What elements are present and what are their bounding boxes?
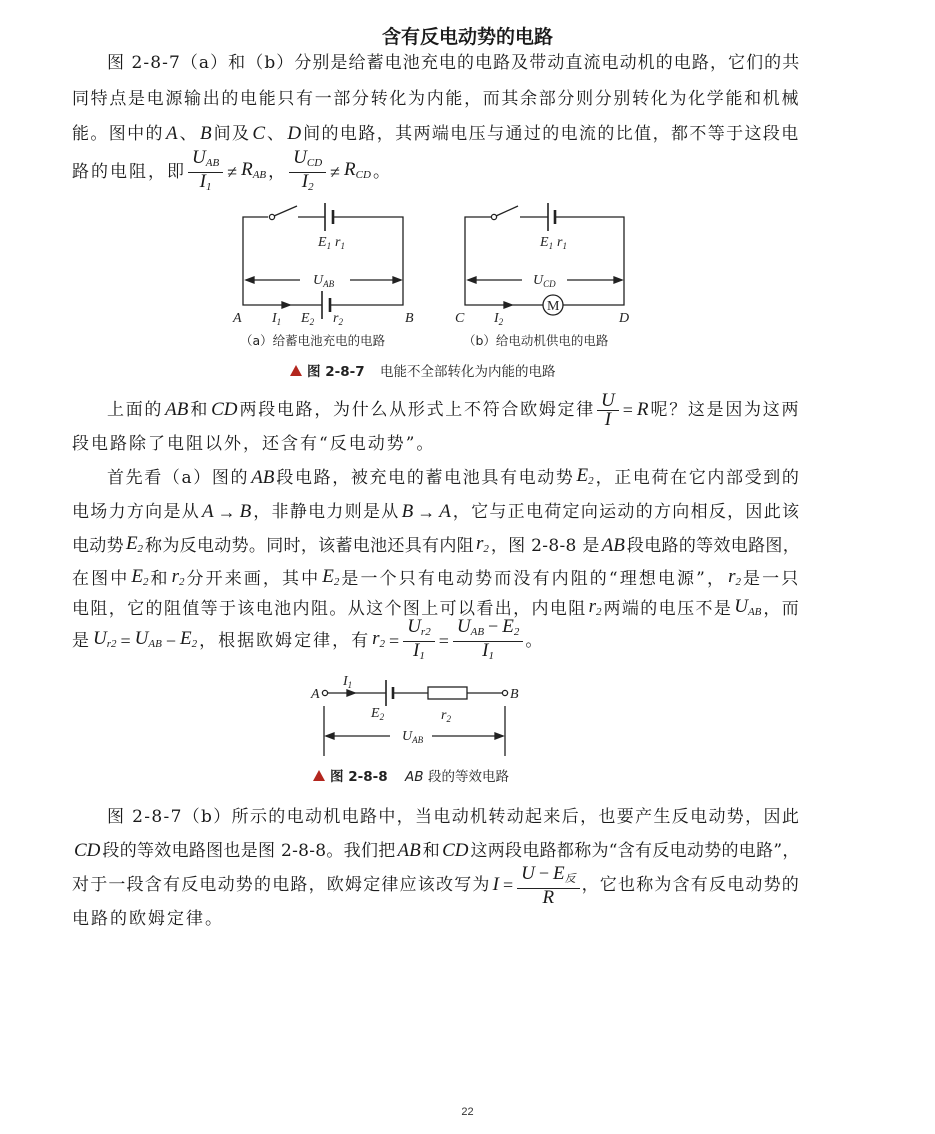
fraction [289,146,326,196]
paragraph-line [72,615,545,662]
math-variable [93,628,117,655]
label-d: D [619,311,630,326]
caption-b: （b）给电动机供电的电路 [463,333,609,348]
label-c: C [455,311,465,326]
label-i1: $I_1$ [272,311,282,327]
text-run: 电场力方向是从 [72,502,201,522]
text-run: 是一只 [742,569,801,589]
math-variable-letter: r [372,627,380,649]
figure-caption: 段的等效电路 [428,769,509,785]
text-run: 段电路的等效电路图， [626,536,801,556]
page-title: 含有反电动势的电路 [381,26,553,48]
text-run: 这两段电路都称为“含有反电动势的电路”， [470,841,800,861]
math-variable-letter: CD [442,840,469,861]
math-variable [402,501,414,523]
label-a: A [311,687,320,702]
math-variable [543,887,555,908]
text-run: 称为反电动势。同时，该蓄电池还具有内阻 [145,536,474,556]
math-variable-letter: A [165,123,178,144]
fraction-denominator [409,639,429,665]
math-variable [589,596,602,623]
math-variable [602,535,625,557]
math-variable-letter: U [600,389,615,411]
math-variable [601,390,615,411]
math-variable-letter: D [287,123,302,144]
fraction-numerator [188,146,223,173]
math-subscript: 2 [735,575,741,588]
paragraph-line [72,840,800,862]
math-variable-letter: B [239,501,252,522]
math-subscript: AB [205,156,220,169]
text-run: 。 [372,162,392,182]
math-subscript: 2 [483,542,489,555]
text-run: 电动势 [72,536,124,556]
math-variable-letter: CD [211,399,238,420]
math-variable [553,863,576,884]
math-subscript: 1 [419,649,425,662]
math-subscript: 2 [178,575,185,588]
math-operator: = [438,631,449,651]
text-run: ，图 2-8-8 是 [490,536,600,556]
math-operator: ≠ [227,162,238,182]
math-variable [502,616,519,637]
paragraph-line [72,862,800,908]
math-subscript: AB [747,605,762,618]
text-run: 电路的欧姆定律。 [72,909,224,929]
math-subscript: 2 [191,637,198,650]
math-subscript: CD [355,168,371,181]
text-run: 间及 [213,124,251,144]
label-e1: $E_1$ [318,235,332,251]
math-variable-letter: AB [165,399,189,420]
math-variable-letter: AB [397,840,421,861]
math-variable [251,467,274,489]
label-i2: $I_2$ [494,311,504,327]
math-variable [126,533,143,560]
figure-number: 图 2-8-8 [330,769,388,785]
math-variable-letter: r [171,565,179,587]
math-subscript: AB [252,168,267,181]
math-variable-letter: U [293,146,307,168]
text-run: 分开来画，其中 [186,569,321,589]
math-subscript: r2 [106,637,117,650]
text-run: ，而 [763,599,801,619]
math-variable [413,640,425,661]
motor-label: M [547,299,560,314]
text-run: 段的等效电路图也是图 2-8-8。我们把 [102,841,396,861]
text-run: 、 [267,124,286,144]
math-variable [637,399,649,421]
math-variable [322,566,339,593]
math-subscript: 1 [206,180,212,193]
math-subscript: 2 [596,605,602,618]
text-run: ， [268,162,288,182]
math-variable-letter: U [456,616,471,637]
math-variable [241,159,266,186]
caption-triangle-icon [313,770,325,781]
text-run: 呢？这是因为这两 [650,400,801,420]
math-operator: = [389,631,400,651]
text-run: 电阻，它的阻值等于该电池内阻。从这个图上可以看出，内电阻 [72,599,587,619]
figure-number: 图 2-8-7 [307,364,365,380]
paragraph-line [72,123,800,145]
math-operator: ≠ [330,162,341,182]
math-variable [482,640,494,661]
figure-caption: 电能不全部转化为内能的电路 [380,364,556,380]
math-variable [521,863,535,884]
math-variable-letter: U [407,615,421,637]
math-variable [302,171,314,192]
math-variable [439,501,451,523]
text-run: 、 [179,124,198,144]
text-run: 和 [422,841,441,861]
math-operator: = [622,400,633,420]
fraction [517,864,580,907]
math-variable [166,123,178,145]
label-uab: $U_{AB}$ [402,729,424,745]
fraction-denominator [601,408,615,430]
math-variable-letter: A [439,501,451,522]
text-run: 对于一段含有反电动势的电路，欧姆定律应该改写为 [72,875,491,895]
math-variable-letter: C [252,123,266,144]
circuit-a [243,203,403,319]
math-variable [407,616,431,637]
math-operator: − [488,616,499,636]
text-run: 是 [72,631,91,651]
fraction-numerator [453,617,523,642]
figure-2-8-8 [0,665,935,790]
math-variable-letter: r [728,565,736,587]
math-variable-letter: r [588,595,597,617]
math-variable-letter: AB [601,535,625,556]
math-variable-letter: I [604,408,612,430]
fraction [597,389,619,430]
math-variable [202,501,214,523]
math-variable [200,123,212,145]
math-variable-letter: r [475,532,484,554]
label-r1: $r_1$ [335,235,345,251]
math-variable [457,616,484,637]
fraction-numerator [517,864,580,889]
math-subscript: AB [470,626,485,638]
fraction-numerator [289,146,326,173]
math-operator: − [165,631,177,651]
math-variable [165,399,188,421]
math-variable [74,840,100,862]
math-subscript: 2 [513,626,520,638]
text-run: 间的电路，其两端电压与通过的电流的比值，都不等于这段电 [303,124,800,144]
math-operator: → [417,502,436,522]
math-variable [734,596,761,623]
math-subscript: r2 [420,625,431,638]
math-operator: → [217,502,236,522]
math-variable [476,533,489,560]
math-subscript: CD [306,156,323,169]
math-variable-letter: U [93,627,107,649]
paragraph-line [72,146,392,193]
math-variable [287,123,301,145]
math-variable [728,566,741,593]
math-variable [493,874,499,896]
math-variable [293,147,322,168]
math-variable-letter: I [413,639,420,661]
text-run: 图 2-8-7（b）所示的电动机电路中，当电动机转动起来后，也要产生反电动势，因此 [107,807,801,827]
text-run: 上面的 [107,400,164,420]
label-e2: $E_2$ [301,311,315,327]
label-r1-b: $r_1$ [557,235,567,251]
label-e1-b: $E_1$ [540,235,554,251]
fraction-denominator [539,886,559,908]
text-run: 段电路除了电阻以外，还含有“反电动势”。 [72,434,436,454]
math-variable [252,123,265,145]
math-variable-letter: I [199,170,206,192]
caption-triangle-icon [290,365,302,376]
paragraph-line [107,52,800,74]
math-variable [180,628,197,655]
math-operator: = [502,875,514,895]
math-variable [172,566,185,593]
label-r2: $r_2$ [441,708,451,724]
text-run: 图 2-8-7（a）和（b）分别是给蓄电池充电的电路及带动直流电动机的电路，它们的共 [107,53,801,73]
math-variable-letter: R [636,399,649,420]
math-variable [240,501,252,523]
math-subscript: 反 [564,872,576,885]
math-variable-letter: U [192,146,206,168]
label-uab: $U_{AB}$ [313,273,335,289]
math-subscript: 2 [333,575,340,588]
label-e2: $E_2$ [371,706,385,722]
paragraph-line [72,433,435,455]
paragraph-line [107,464,801,489]
label-b: B [405,311,414,326]
math-variable [372,628,385,655]
math-variable-letter: E [125,532,138,554]
math-variable [200,171,212,192]
fraction [453,617,523,665]
math-variable-letter: E [322,565,334,587]
math-subscript: 2 [588,474,594,487]
math-subscript: 2 [308,180,314,193]
math-variable-letter: E [576,464,589,486]
math-variable [605,409,611,430]
math-variable [211,399,237,421]
math-variable-letter: I [492,874,499,895]
math-variable-letter: E [131,565,143,587]
fraction-numerator [403,615,435,642]
math-variable [192,147,219,168]
math-variable-letter: U [734,595,748,617]
math-variable [131,566,148,593]
figure-caption-var: AB [405,769,424,785]
paragraph-line [72,532,801,557]
math-variable-letter: CD [74,840,101,861]
text-run: 两段电路，为什么从形式上不符合欧姆定律 [239,400,595,420]
math-variable-letter: R [344,158,356,180]
label-r2: $r_2$ [333,311,343,327]
math-variable-letter: A [202,501,214,522]
text-run: ，它也称为含有反电动势的 [581,875,800,895]
paragraph-line [107,806,800,828]
math-variable [344,159,371,186]
math-variable-letter: I [482,640,489,661]
paragraph-line [72,501,800,523]
math-variable-letter: R [542,886,555,908]
paragraph-line [72,908,224,930]
text-run: ，正电荷在它内部受到的 [595,468,801,488]
math-variable-letter: E [180,627,192,649]
math-variable [398,840,421,862]
math-variable [442,840,468,862]
text-run: ，根据欧姆定律，有 [199,631,371,651]
text-run: 是一个只有电动势而没有内阻的“理想电源”， [341,569,727,589]
text-run: 首先看（a）图的 [107,468,250,488]
math-variable-letter: U [134,627,149,649]
label-b: B [510,687,519,702]
math-operator: = [120,631,131,651]
text-run: 在图中 [72,569,130,589]
text-run: 和 [150,569,170,589]
math-variable-letter: I [301,170,309,192]
fraction [403,615,435,665]
circuit-b [465,203,624,315]
math-variable-letter: E [502,616,514,637]
text-run: ，它与正电荷定向运动的方向相反，因此该 [452,502,801,522]
math-subscript: AB [148,637,162,650]
figure-2-8-7 [0,190,935,385]
label-a: A [233,311,242,326]
math-variable-letter: U [521,862,535,884]
fraction [188,146,223,196]
text-run: 和 [190,400,210,420]
label-i1: $I_1$ [343,674,353,690]
math-subscript: 2 [379,637,386,650]
text-run: 。 [525,631,545,651]
text-run: 同特点是电源输出的电能只有一部分转化为内能，而其余部分则分别转化为化学能和机械 [72,89,801,109]
page-number: 22 [461,1106,474,1118]
caption-a: （a）给蓄电池充电的电路 [240,333,386,348]
math-variable-letter: B [401,501,414,522]
paragraph-line [72,595,801,620]
paragraph-line [107,389,801,430]
fraction-denominator [478,642,498,665]
text-run: ，非静电力则是从 [253,502,400,522]
math-variable [577,465,594,492]
math-variable [135,628,162,655]
math-variable-letter: E [552,862,565,884]
paragraph-line [72,565,801,590]
math-variable-letter: AB [251,467,275,488]
label-ucd: $U_{CD}$ [533,273,556,289]
text-run: 两端的电压不是 [603,599,733,619]
text-run: 段电路，被充电的蓄电池具有电动势 [276,468,575,488]
text-run: 能。图中的 [72,124,164,144]
paragraph-line [72,88,800,110]
math-operator: − [538,862,549,883]
math-subscript: 2 [137,542,144,555]
math-variable-letter: B [199,123,212,144]
text-run: 路的电阻，即 [72,162,186,182]
math-subscript: 1 [488,650,494,662]
math-variable-letter: R [241,158,253,180]
math-subscript: 2 [142,575,149,588]
